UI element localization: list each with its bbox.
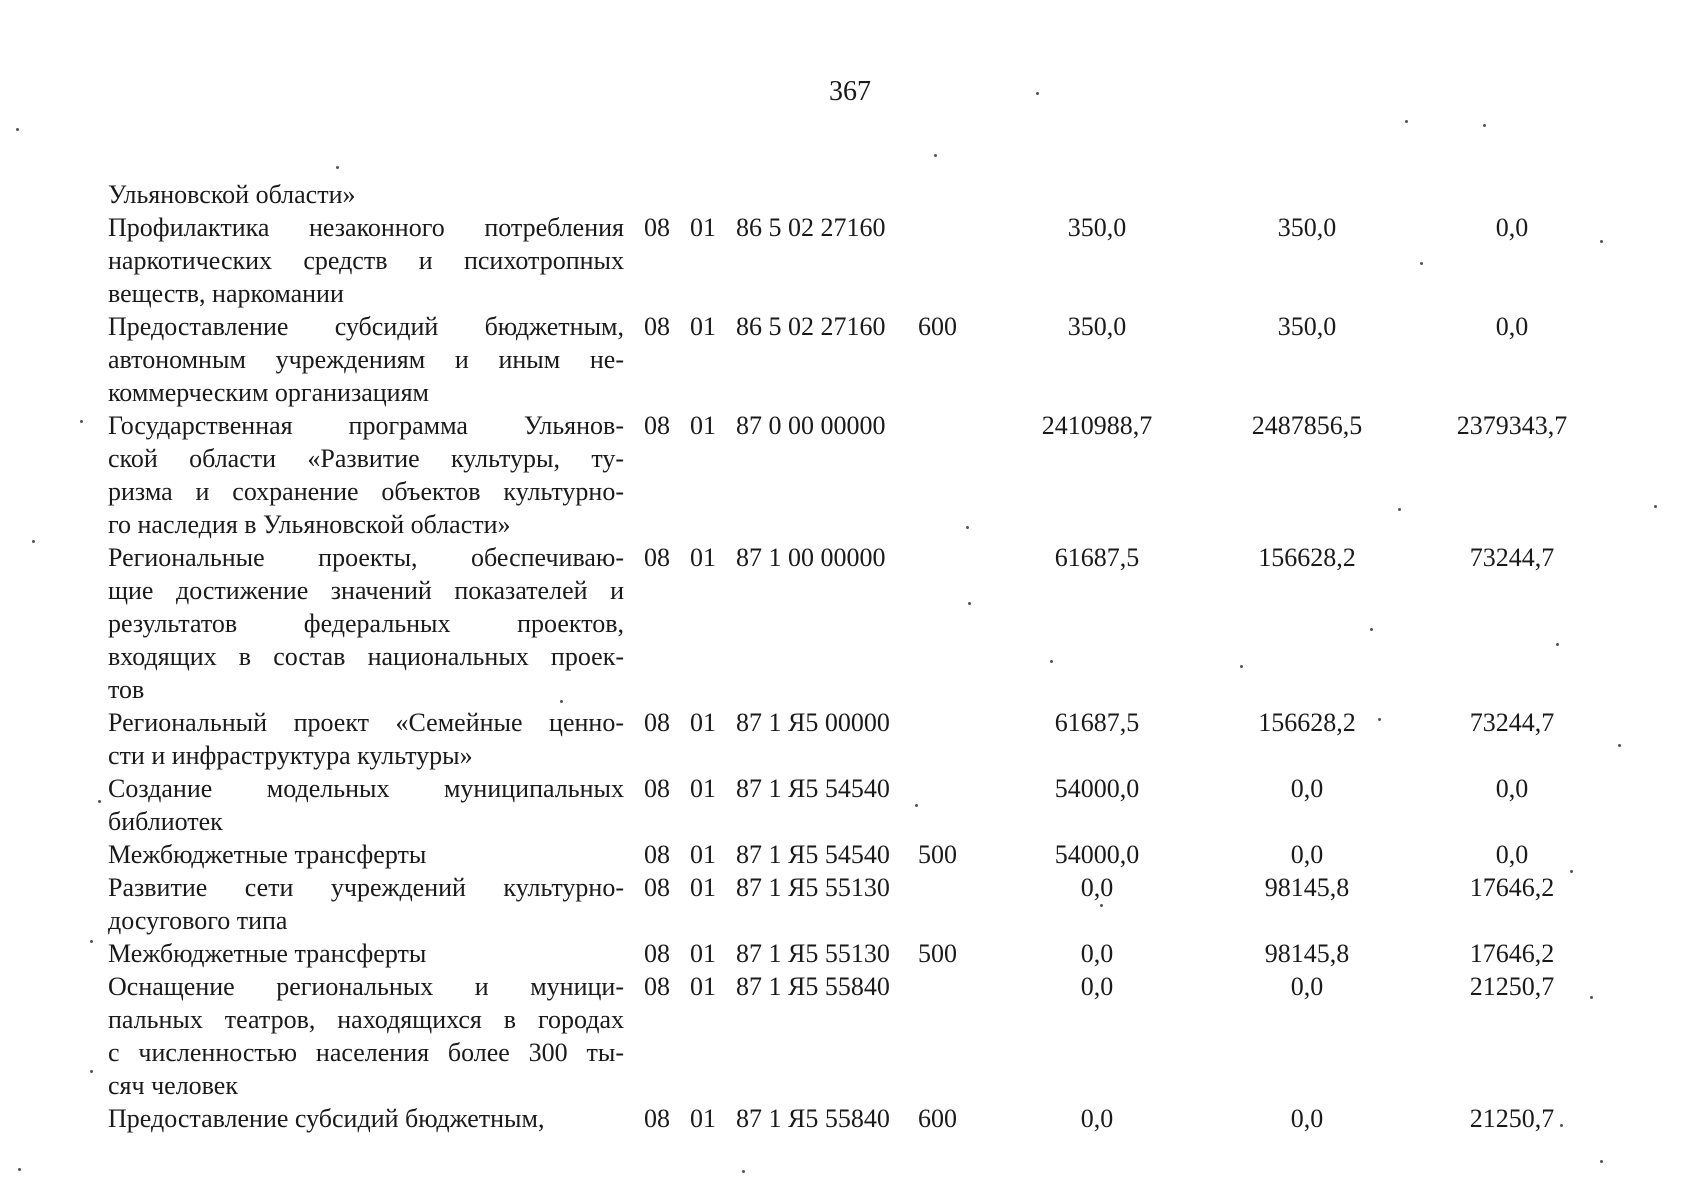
row-amount-year-3: 17646,2: [1469, 939, 1555, 968]
row-name: [108, 772, 624, 838]
row-podrazdel: 01: [690, 972, 716, 1001]
row-name-line: библиотек: [108, 807, 223, 836]
row-name: [108, 211, 624, 310]
row-name-line: тов: [108, 675, 145, 704]
row-name-line: Развитие сети учреждений культурно-: [108, 873, 624, 902]
row-expense-type: 600: [918, 312, 957, 341]
row-name: [108, 310, 624, 409]
row-podrazdel: 01: [690, 840, 716, 869]
row-name-line: щие достижение значений показателей и: [108, 576, 624, 605]
row-amount-year-2: 98145,8: [1264, 939, 1350, 968]
row-razdel: 08: [644, 840, 670, 869]
row-name: [108, 1102, 624, 1135]
row-amount-year-1: 0,0: [1080, 873, 1114, 902]
row-amount-year-3: 17646,2: [1469, 873, 1555, 902]
row-amount-year-2: 350,0: [1277, 312, 1337, 341]
row-amount-year-2: 98145,8: [1264, 873, 1350, 902]
row-amount-year-2: 0,0: [1290, 774, 1324, 803]
row-target-article: 87 1 Я5 55840: [736, 972, 890, 1001]
row-amount-year-3: 73244,7: [1469, 543, 1555, 572]
row-amount-year-2: 0,0: [1290, 972, 1324, 1001]
row-name-line: входящих в состав национальных проек-: [108, 642, 624, 671]
budget-table: [108, 178, 1568, 1135]
row-podrazdel: 01: [690, 939, 716, 968]
row-podrazdel: 01: [690, 213, 716, 242]
table-row: [108, 706, 1568, 772]
row-razdel: 08: [644, 213, 670, 242]
row-amount-year-1: 54000,0: [1054, 840, 1140, 869]
row-target-article: 87 0 00 00000: [736, 411, 886, 440]
page-number: 367: [829, 76, 871, 107]
row-podrazdel: 01: [690, 873, 716, 902]
row-name-line: коммерческим организациям: [108, 378, 430, 407]
row-name-line: Профилактика незаконного потребления: [108, 213, 624, 242]
row-target-article: 87 1 Я5 55130: [736, 939, 890, 968]
row-expense-type: 600: [918, 1104, 957, 1133]
row-amount-year-1: 61687,5: [1054, 708, 1140, 737]
row-amount-year-1: 0,0: [1080, 939, 1114, 968]
row-razdel: 08: [644, 312, 670, 341]
row-name-line: Региональный проект «Семейные ценно-: [108, 708, 624, 737]
row-name-line: Межбюджетные трансферты: [108, 939, 427, 968]
row-amount-year-1: 0,0: [1080, 972, 1114, 1001]
row-target-article: 86 5 02 27160: [736, 312, 886, 341]
row-name-line: ской области «Развитие культуры, ту-: [108, 444, 624, 473]
row-amount-year-2: 0,0: [1290, 1104, 1324, 1133]
row-name-line: наркотических средств и психотропных: [108, 246, 624, 275]
row-amount-year-3: 2379343,7: [1456, 411, 1568, 440]
row-name-line: Оснащение региональных и муници-: [108, 972, 624, 1001]
table-row: [108, 772, 1568, 838]
row-razdel: 08: [644, 873, 670, 902]
row-razdel: 08: [644, 543, 670, 572]
row-target-article: 87 1 00 00000: [736, 543, 886, 572]
row-amount-year-3: 0,0: [1495, 840, 1529, 869]
row-amount-year-2: 156628,2: [1258, 543, 1356, 572]
row-name-line: Предоставление субсидий бюджетным,: [108, 1104, 545, 1133]
row-podrazdel: 01: [690, 774, 716, 803]
row-podrazdel: 01: [690, 543, 716, 572]
table-row: [108, 970, 1568, 1102]
row-name: [108, 706, 624, 772]
row-name-line: досугового типа: [108, 906, 288, 935]
row-name: [108, 937, 624, 970]
row-amount-year-3: 73244,7: [1469, 708, 1555, 737]
row-amount-year-1: 2410988,7: [1041, 411, 1153, 440]
row-amount-year-1: 54000,0: [1054, 774, 1140, 803]
row-target-article: 87 1 Я5 54540: [736, 774, 890, 803]
row-name-line: Межбюджетные трансферты: [108, 840, 427, 869]
row-name: [108, 178, 624, 211]
row-amount-year-2: 156628,2: [1258, 708, 1356, 737]
row-amount-year-3: 0,0: [1495, 312, 1529, 341]
row-name-line: пальных театров, находящихся в городах: [108, 1005, 624, 1034]
row-amount-year-3: 21250,7: [1469, 972, 1555, 1001]
table-row: [108, 310, 1568, 409]
row-razdel: 08: [644, 972, 670, 1001]
row-podrazdel: 01: [690, 1104, 716, 1133]
row-name: [108, 838, 624, 871]
row-name: [108, 409, 624, 541]
row-name-line: Создание модельных муниципальных: [108, 774, 624, 803]
row-target-article: 87 1 Я5 54540: [736, 840, 890, 869]
row-name-line: Предоставление субсидий бюджетным,: [108, 312, 624, 341]
row-razdel: 08: [644, 708, 670, 737]
table-row: [108, 178, 1568, 211]
row-target-article: 86 5 02 27160: [736, 213, 886, 242]
table-row: [108, 211, 1568, 310]
row-name: [108, 871, 624, 937]
row-name-line: автономным учреждениям и иным не-: [108, 345, 624, 374]
row-amount-year-3: 0,0: [1495, 213, 1529, 242]
row-podrazdel: 01: [690, 708, 716, 737]
row-name: [108, 541, 624, 706]
row-name-line: сяч человек: [108, 1071, 238, 1100]
row-amount-year-1: 61687,5: [1054, 543, 1140, 572]
row-name-line: результатов федеральных проектов,: [108, 609, 624, 638]
row-target-article: 87 1 Я5 55840: [736, 1104, 890, 1133]
row-amount-year-2: 2487856,5: [1251, 411, 1363, 440]
row-name: [108, 970, 624, 1102]
row-expense-type: 500: [918, 939, 957, 968]
row-amount-year-1: 350,0: [1067, 312, 1127, 341]
row-name-line: Региональные проекты, обеспечиваю-: [108, 543, 624, 572]
row-name-line: сти и инфраструктура культуры»: [108, 741, 473, 770]
row-name-line: ризма и сохранение объектов культурно-: [108, 477, 624, 506]
row-name-line: с численностью населения более 300 ты-: [108, 1038, 624, 1067]
row-amount-year-2: 0,0: [1290, 840, 1324, 869]
table-row: [108, 1102, 1568, 1135]
row-amount-year-1: 350,0: [1067, 213, 1127, 242]
row-target-article: 87 1 Я5 55130: [736, 873, 890, 902]
table-row: [108, 541, 1568, 706]
row-name-line: Ульяновской области»: [108, 180, 356, 209]
row-razdel: 08: [644, 939, 670, 968]
row-razdel: 08: [644, 774, 670, 803]
row-razdel: 08: [644, 411, 670, 440]
table-row: [108, 937, 1568, 970]
row-razdel: 08: [644, 1104, 670, 1133]
row-amount-year-2: 350,0: [1277, 213, 1337, 242]
table-row: [108, 838, 1568, 871]
table-row: [108, 409, 1568, 541]
row-name-line: веществ, наркомании: [108, 279, 344, 308]
row-target-article: 87 1 Я5 00000: [736, 708, 890, 737]
row-name-line: го наследия в Ульяновской области»: [108, 510, 511, 539]
row-expense-type: 500: [918, 840, 957, 869]
row-amount-year-3: 21250,7: [1469, 1104, 1555, 1133]
row-amount-year-1: 0,0: [1080, 1104, 1114, 1133]
row-podrazdel: 01: [690, 411, 716, 440]
row-name-line: Государственная программа Ульянов-: [108, 411, 624, 440]
table-row: [108, 871, 1568, 937]
row-amount-year-3: 0,0: [1495, 774, 1529, 803]
row-podrazdel: 01: [690, 312, 716, 341]
